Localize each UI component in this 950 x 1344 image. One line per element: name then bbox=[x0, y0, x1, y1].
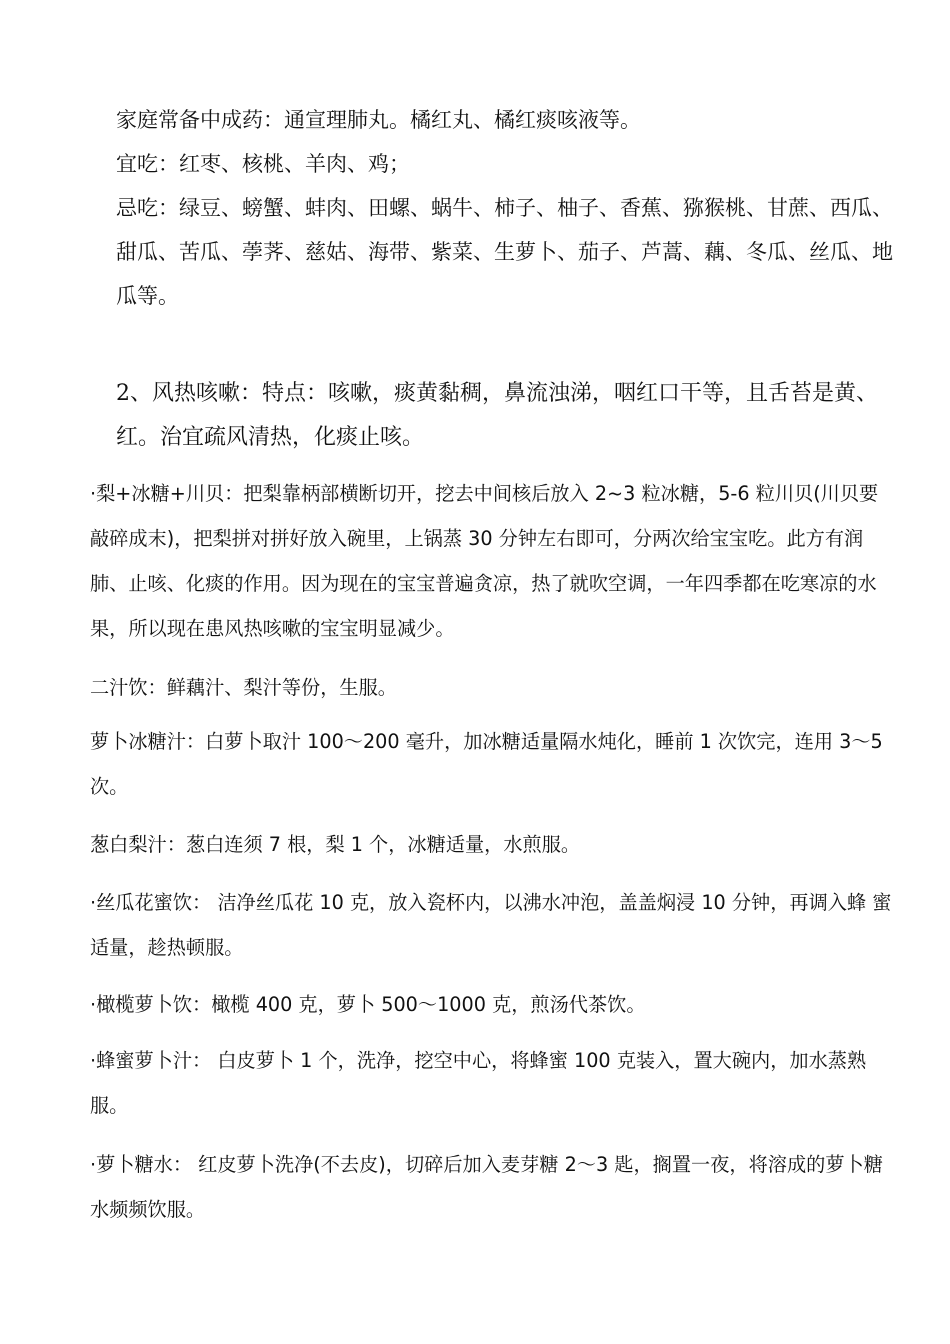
suitable-foods-line: 宜吃：红枣、核桃、羊肉、鸡； bbox=[116, 152, 410, 176]
section-1 bbox=[116, 98, 896, 318]
remedy-paragraph-radish-sugar: 萝卜冰糖汁：白萝卜取汁 100～200 毫升，加冰糖适量隔水炖化，睡前 1 次饮完，连用 3～5 次。 bbox=[90, 730, 883, 798]
remedy-paragraph-scallion-pear: 葱白梨汁：葱白连须 7 根，梨 1 个，冰糖适量，水煎服。 bbox=[90, 833, 581, 856]
remedy-paragraph-olive-radish: ·橄榄萝卜饮：橄榄 400 克，萝卜 500～1000 克，煎汤代茶饮。 bbox=[90, 993, 646, 1016]
remedy-paragraph-pear: ·梨+冰糖+川贝：把梨靠柄部横断切开，挖去中间核后放入 2~3 粒冰糖，5-6 粒川贝(川贝要敲碎成末)，把梨拼对拼好放入碗里，上锅蒸 30 分钟左右即可，分两次给宝宝吃。此方有润肺、止咳、化痰的作用。因为现在的宝宝普遍贪凉，热了就吹空调，一年四季都在吃寒凉的水果，所以现在患风热咳嗽的宝宝明显减少。 bbox=[90, 482, 879, 640]
remedy-paragraph-honey-radish: ·蜂蜜萝卜汁： 白皮萝卜 1 个，洗净，挖空中心，将蜂蜜 100 克装入，置大碗内，加水蒸熟 服。 bbox=[90, 1049, 867, 1117]
medicine-line: 家庭常备中成药：通宣理肺丸。橘红丸、橘红痰咳液等。 bbox=[116, 108, 641, 132]
remedy-paragraph-loofah-flower: ·丝瓜花蜜饮： 洁净丝瓜花 10 克，放入瓷杯内，以沸水冲泡，盖盖焖浸 10 分钟，再调入蜂 蜜适量，趁热顿服。 bbox=[90, 891, 892, 959]
avoid-foods-paragraph: 忌吃：绿豆、螃蟹、蚌肉、田螺、蜗牛、柿子、柚子、香蕉、猕猴桃、甘蔗、西瓜、甜瓜、苦瓜、荸荠、慈姑、海带、紫菜、生萝卜、茄子、芦蒿、藕、冬瓜、丝瓜、地瓜等。 bbox=[116, 196, 893, 308]
remedy-paragraph-two-juice: 二汁饮：鲜藕汁、梨汁等份，生服。 bbox=[90, 676, 397, 699]
section-2 bbox=[116, 372, 896, 460]
section-heading: 2、风热咳嗽：特点：咳嗽，痰黄黏稠，鼻流浊涕，咽红口干等，且舌苔是黄、红。治宜疏风清热，化痰止咳。 bbox=[116, 381, 878, 450]
remedy-paragraph-radish-syrup: ·萝卜糖水： 红皮萝卜洗净(不去皮)，切碎后加入麦芽糖 2～3 匙，搁置一夜，将溶成的萝卜糖水频频饮服。 bbox=[90, 1153, 883, 1221]
